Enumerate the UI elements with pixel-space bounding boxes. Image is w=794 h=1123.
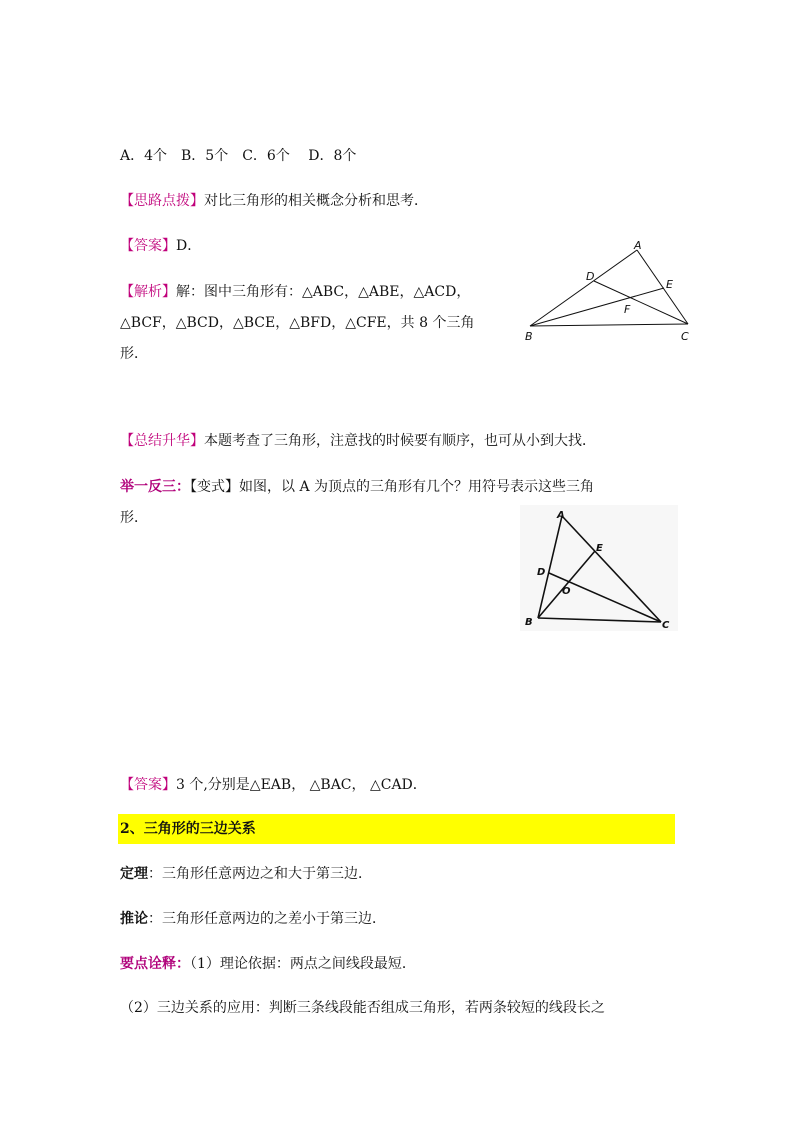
fig1-label-b: B (525, 330, 533, 343)
fig1-side-bc (530, 324, 688, 326)
corollary-line (120, 909, 386, 929)
analysis-line-3: 形． (120, 346, 148, 362)
variant-line-2: 形． (120, 510, 148, 526)
fig1-side-ac (637, 250, 688, 324)
theorem-text: ：三角形任意两边之和大于第三边． (148, 866, 372, 882)
theorem-label: 定理 (120, 866, 148, 882)
fig2-label-b: B (525, 617, 533, 628)
fig1-side-ba (530, 250, 637, 326)
corollary-text: ：三角形任意两边的之差小于第三边． (148, 911, 386, 927)
fig1-label-c: C (681, 330, 689, 343)
section-heading-text: 2、三角形的三边关系 (120, 821, 256, 837)
fig1-segment-dc (594, 281, 688, 324)
answer-text: D． (176, 238, 202, 254)
key-points-text: （1）理论依据：两点之间线段最短． (190, 956, 416, 972)
hint-text: 对比三角形的相关概念分析和思考． (204, 193, 428, 209)
theorem-line (120, 864, 372, 884)
analysis-tag: 【解析】 (120, 284, 176, 300)
fig2-label-a: A (557, 510, 565, 521)
answer-tag: 【答案】 (120, 238, 176, 254)
key-points-label: 要点诠释： (120, 956, 190, 972)
analysis-line-2: △BCF，△BCD，△BCE，△BFD，△CFE，共 8 个三角 (120, 315, 475, 331)
fig1-label-a: A (634, 239, 642, 252)
options-line: A．4个 B．5个 C．6个 D．8个 (120, 148, 357, 164)
fig2-label-e: E (596, 543, 603, 554)
variant-line-1 (120, 477, 594, 497)
analysis-line-1 (120, 282, 470, 302)
summary-tag: 【总结升华】 (120, 433, 204, 449)
summary-line (120, 431, 596, 451)
triangle-figure-2 (520, 505, 680, 633)
fig1-label-d: D (586, 270, 595, 283)
fig2-label-d: D (537, 567, 546, 578)
answer-line (120, 236, 201, 256)
fig2-label-o: O (562, 586, 571, 597)
application-line: （2）三边关系的应用：判断三条线段能否组成三角形，若两条较短的线段长之 (120, 1000, 605, 1016)
fig2-label-c: C (662, 620, 670, 631)
fig1-segment-be (530, 288, 664, 326)
analysis-text-1: 解：图中三角形有：△ABC，△ABE，△ACD， (176, 284, 471, 300)
hint-tag: 【思路点拨】 (120, 193, 204, 209)
answer2-tag: 【答案】 (120, 777, 176, 793)
corollary-label: 推论 (120, 911, 148, 927)
fig1-label-e: E (666, 278, 673, 291)
answer2-text: 3 个,分别是△EAB， △BAC， △CAD． (176, 777, 427, 793)
answer2-line (120, 775, 427, 795)
summary-text: 本题考查了三角形，注意找的时候要有顺序，也可从小到大找． (204, 433, 596, 449)
section-heading (118, 814, 675, 844)
variant-tag: 举一反三： (120, 479, 190, 495)
fig1-label-f: F (624, 303, 631, 316)
triangle-figure-1 (520, 236, 700, 346)
variant-text: 【变式】如图，以 A 为顶点的三角形有几个？用符号表示这些三角 (190, 479, 595, 495)
hint-line (120, 191, 428, 211)
key-points-line (120, 954, 416, 974)
